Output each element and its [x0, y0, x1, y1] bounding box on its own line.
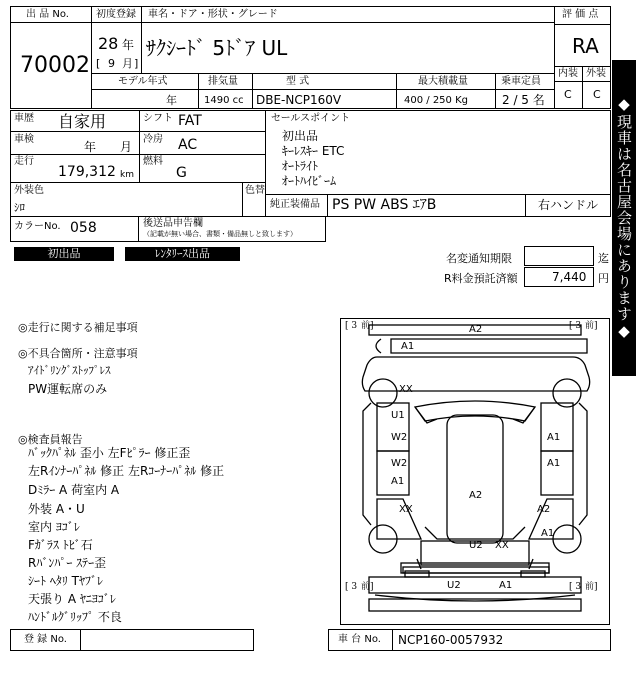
- steering: 右ハンドル: [538, 198, 599, 212]
- first-listing-badge: 初出品: [14, 247, 114, 261]
- inspector-line-4: 外装 A・U: [28, 502, 85, 516]
- corner-tr: [ 3: [569, 321, 582, 331]
- inspection-year: 年: [84, 140, 97, 154]
- equipment-label: 純正装備品: [270, 199, 320, 210]
- defects-header: ◎不具合箇所・注意事項: [18, 347, 138, 360]
- defect-1: ｱｲﾄﾞﾘﾝｸﾞｽﾄｯﾌﾟﾚｽ: [28, 364, 111, 377]
- car-diagram-svg: [341, 319, 609, 624]
- rental-badge: ﾚﾝﾀﾘｰｽ出品: [125, 247, 240, 261]
- exterior-grade: C: [593, 88, 601, 101]
- ext-color: ｼﾛ: [14, 201, 25, 214]
- sales-points-label: セールスポイント: [271, 113, 351, 124]
- ac-label: 冷房: [143, 134, 163, 145]
- ac: AC: [178, 137, 198, 153]
- reg-no-label: 登 録 No.: [24, 634, 67, 645]
- mark-rr-door: A1: [547, 458, 561, 469]
- mark-front-bumper: A2: [469, 324, 483, 335]
- recycle-unit: 円: [598, 272, 609, 285]
- venue-sidebar: ◆現車は名古屋会場にあります◆: [612, 60, 636, 376]
- color-no: 058: [70, 220, 97, 236]
- mileage-unit: km: [120, 170, 134, 180]
- name-change-unit: 迄: [598, 252, 609, 265]
- equipment: PS PW ABS ｴｱB: [332, 197, 437, 213]
- documents-label: 後送品申告欄: [143, 218, 203, 229]
- shift-label: シフト: [143, 113, 173, 124]
- corner-tl-unit: 前]: [361, 321, 374, 331]
- mark-lr-fender: XX: [399, 504, 413, 515]
- model: DBE-NCP160V: [256, 93, 342, 107]
- mark-lf-door: U1: [391, 410, 405, 421]
- mark-lr-door-2: A1: [391, 476, 405, 487]
- interior-label: 内装: [558, 68, 578, 79]
- model-year-unit: 年: [166, 94, 177, 107]
- capacity: 2 / 5 名: [502, 93, 545, 107]
- defect-2: PW運転席のみ: [28, 382, 108, 396]
- inspector-line-6: Fｶﾞﾗｽ ﾄﾋﾞ石: [28, 538, 93, 552]
- fuel-label: 燃料: [143, 156, 163, 167]
- mark-roof: A2: [469, 490, 483, 501]
- details-box: [10, 110, 266, 217]
- mark-rear-bumper: U2: [447, 580, 461, 591]
- mark-back-panel-u: U2: [469, 540, 483, 551]
- driving-notes-header: ◎走行に関する補足事項: [18, 321, 138, 334]
- inspector-line-3: Dﾐﾗｰ A 荷室内 A: [28, 483, 120, 497]
- recycle-label: R料金預託済額: [444, 272, 518, 285]
- mark-rr-fender: A2: [537, 504, 551, 515]
- first-reg-month: 9: [108, 57, 115, 70]
- color-no-label: カラーNo.: [14, 221, 61, 232]
- history: 自家用: [58, 112, 107, 131]
- documents-note: （記載が無い場合、書類・備品無しと致します）: [143, 230, 297, 238]
- mark-back-panel-x: XX: [495, 540, 509, 551]
- mileage-label: 走行: [14, 156, 34, 167]
- sales-point-2: ｷｰﾚｽｷｰ ETC: [282, 144, 345, 158]
- inspector-line-10: ﾊﾝﾄﾞﾙｸﾞﾘｯﾌﾟ 不良: [28, 610, 122, 624]
- displacement-label: 排気量: [208, 76, 238, 87]
- inspector-line-2: 左Rｲﾝﾅｰﾊﾟﾈﾙ 修正 左Rｺｰﾅｰﾊﾟﾈﾙ 修正: [28, 464, 225, 478]
- month-unit: 月: [122, 57, 133, 70]
- mark-rear-bumper-r: A1: [499, 580, 513, 591]
- capacity-label: 乗車定員: [501, 76, 541, 87]
- corner-bl-unit: 前]: [361, 582, 374, 592]
- corner-br: [ 3: [569, 582, 582, 592]
- max-load: 400 / 250 Kg: [404, 95, 468, 106]
- mileage: 179,312: [58, 164, 116, 180]
- inspector-header: ◎検査員報告: [18, 433, 83, 446]
- sales-point-4: ｵｰﾄﾊｲﾋﾞｰﾑ: [282, 174, 337, 188]
- mark-rf-door: A1: [547, 432, 561, 443]
- inspector-line-1: ﾊﾞｯｸﾊﾟﾈﾙ 歪小 左Fﾋﾟﾗｰ 修正歪: [28, 446, 191, 460]
- score: RA: [572, 34, 599, 58]
- mark-lr-door: W2: [391, 458, 408, 469]
- max-load-label: 最大積載量: [418, 76, 468, 87]
- chassis-no: NCP160-0057932: [398, 633, 504, 647]
- displacement: 1490 cc: [204, 95, 244, 106]
- sales-point-3: ｵｰﾄﾗｲﾄ: [282, 159, 319, 173]
- inspector-line-5: 室内 ﾖｺﾞﾚ: [28, 520, 80, 534]
- model-label: 型 式: [286, 76, 310, 87]
- ext-color-label: 外装色: [14, 185, 44, 196]
- model-year-label: モデル年式: [118, 76, 168, 87]
- interior-grade: C: [564, 88, 572, 101]
- inspection-month: 月: [120, 140, 133, 154]
- chassis-no-label: 車 台 No.: [338, 634, 381, 645]
- inspector-line-9: 天張り A ﾔﾆﾖｺﾞﾚ: [28, 592, 116, 606]
- shift: FAT: [178, 113, 202, 129]
- inspector-line-8: ｼｰﾄ ﾍﾀﾘ Tﾔﾌﾞﾚ: [28, 574, 103, 588]
- inspector-line-7: Rﾊﾞﾝﾊﾟｰ ｽﾃｰ歪: [28, 556, 107, 570]
- fuel: G: [176, 165, 187, 181]
- name-change-box: [524, 246, 594, 266]
- vehicle-name-label: 車名・ドア・形状・グレード: [148, 9, 278, 20]
- first-reg-year: 28: [98, 34, 119, 53]
- vehicle-name: ｻｸｼｰﾄﾞ 5ﾄﾞｱ UL: [146, 36, 288, 60]
- name-change-label: 名変通知期限: [446, 252, 512, 265]
- score-label: 評 価 点: [562, 9, 599, 20]
- mark-lf-door-2: W2: [391, 432, 408, 443]
- mark-hood: A1: [401, 341, 415, 352]
- car-diagram: [340, 318, 610, 625]
- corner-br-unit: 前]: [585, 582, 598, 592]
- mark-lf-fender: XX: [399, 384, 413, 395]
- first-registration-label: 初度登録: [96, 9, 136, 20]
- lot-number-label: 出 品 No.: [26, 9, 69, 20]
- history-label: 車歴: [14, 113, 34, 124]
- corner-bl: [ 3: [345, 582, 358, 592]
- corner-tl: [ 3: [345, 321, 358, 331]
- mark-rr-fender-2: A1: [541, 528, 555, 539]
- inspection-label: 車検: [14, 134, 34, 145]
- year-unit: 年: [122, 38, 135, 52]
- sales-point-1: 初出品: [282, 129, 319, 143]
- color-change-label: 色替: [245, 185, 265, 196]
- corner-tr-unit: 前]: [585, 321, 598, 331]
- exterior-label: 外装: [586, 68, 606, 79]
- lot-number: 70002: [20, 53, 90, 78]
- recycle-amount: 7,440: [552, 270, 587, 284]
